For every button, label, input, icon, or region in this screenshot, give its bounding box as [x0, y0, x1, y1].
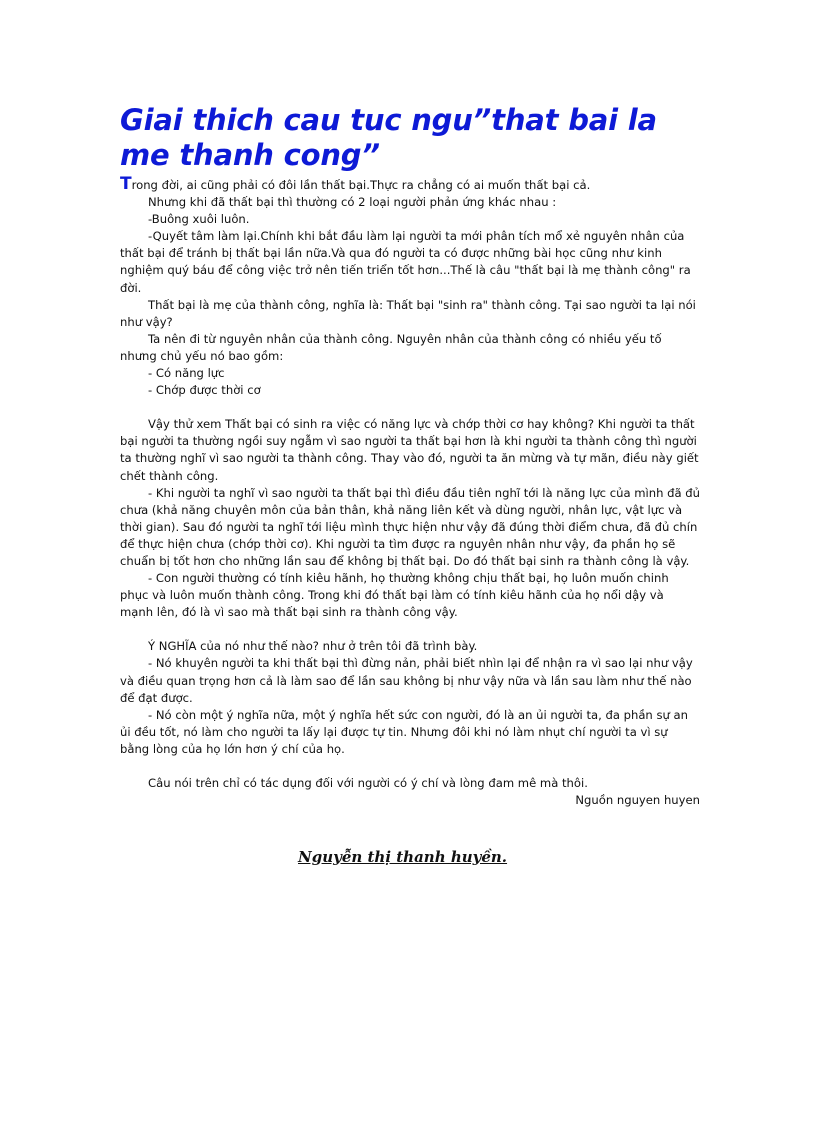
paragraph: -Buông xuôi luôn. [148, 212, 250, 227]
paragraph: - Nó còn một ý nghĩa nữa, một ý nghĩa hết sức con người, đó là an ủi người ta, đa phần sự an ủi đều tốt, nó làm cho người ta lấy lại được tự tin. Nhưng đôi khi nó làm nhụt chí người ta vì sự bằng lòng của họ lớn hơn ý chí của họ. [120, 707, 688, 756]
document-body [120, 176, 700, 809]
paragraph: Ta nên đi từ nguyên nhân của thành công. Nguyên nhân của thành công có nhiều yếu tố nhưng chủ yếu nó bao gồm: [120, 331, 662, 363]
first-line-text: rong đời, ai cũng phải có đôi lần thất bại.Thực ra chẳng có ai muốn thất bại cả. [131, 178, 591, 192]
drop-cap-letter: T [120, 174, 132, 194]
author-signature: Nguyễn thị thanh huyền. [298, 848, 508, 866]
paragraph-gap [120, 399, 700, 416]
paragraph: - Khi người ta nghĩ vì sao người ta thất bại thì điều đầu tiên nghĩ tới là năng lực của mình đã đủ chưa (khả năng chuyên môn của bản thân, khả năng liên kết và dùng người, nhân lực, vật lực và thời gian). Sau đó người ta nghĩ tới liệu mình thực hiện như vậy đã đúng thời điểm chưa, đã đủ chín để thực hiện chưa (chớp thời cơ). Khi người ta tìm được ra nguyên nhân như vậy, đa phần họ sẽ chuẩn bị tốt hơn cho những lần sau để không bị thất bại. Do đó thất bại sinh ra thành công là vậy. [120, 485, 700, 568]
document-content [120, 103, 700, 809]
closing-paragraph: Câu nói trên chỉ có tác dụng đối với người có ý chí và lòng đam mê mà thôi. [148, 776, 588, 790]
first-paragraph [120, 176, 700, 194]
document-title: Giai thich cau tuc ngu”that bai la me thanh cong” [120, 103, 657, 172]
paragraph-gap [120, 758, 700, 775]
paragraph-gap [120, 621, 700, 638]
paragraph: -Quyết tâm làm lại.Chính khi bắt đầu làm lại người ta mới phân tích mổ xẻ nguyên nhân của thất bại để tránh bị thất bại lần nữa.Và qua đó người ta có được những bài học cũng như kinh nghiệm quý báu để công việc trở nên tiến triển tốt hơn...Thế là câu "thất bại là mẹ thành công" ra đời. [120, 229, 691, 295]
paragraph: Thất bại là mẹ của thành công, nghĩa là: Thất bại "sinh ra" thành công. Tại sao người ta lại nói như vậy? [120, 297, 696, 329]
list-item: - Chớp được thời cơ [148, 383, 261, 398]
list-item: - Có năng lực [148, 366, 225, 381]
paragraph: - Nó khuyên người ta khi thất bại thì đừng nản, phải biết nhìn lại để nhận ra vì sao lại như vậy và điều quan trọng hơn cả là làm sao để lần sau không bị như vậy nữa và lần sau làm như thế nào để đạt được. [120, 656, 693, 705]
paragraph: - Con người thường có tính kiêu hãnh, họ thường không chịu thất bại, họ luôn muốn chinh phục và luôn muốn thành công. Trong khi đó thất bại làm có tính kiêu hãnh của họ nổi dậy và mạnh lên, đó là vì sao mà thất bại sinh ra thành công vậy. [120, 571, 669, 620]
paragraph: Ý NGHĨA của nó như thế nào? như ở trên tôi đã trình bày. [148, 639, 478, 654]
paragraph: Vậy thử xem Thất bại có sinh ra việc có năng lực và chớp thời cơ hay không? Khi người ta thất bại người ta thường ngồi suy ngẫm vì sao người ta thất bại hơn là khi người ta thành công thì người ta thường nghĩ vì sao người ta thành công. Thay vào đó, người ta ăn mừng và tự mãn, điều này giết chết thành công. [120, 417, 699, 483]
source-line: Nguồn nguyen huyen [575, 793, 700, 808]
paragraph: Nhưng khi đã thất bại thì thường có 2 loại người phản ứng khác nhau : [148, 195, 557, 210]
